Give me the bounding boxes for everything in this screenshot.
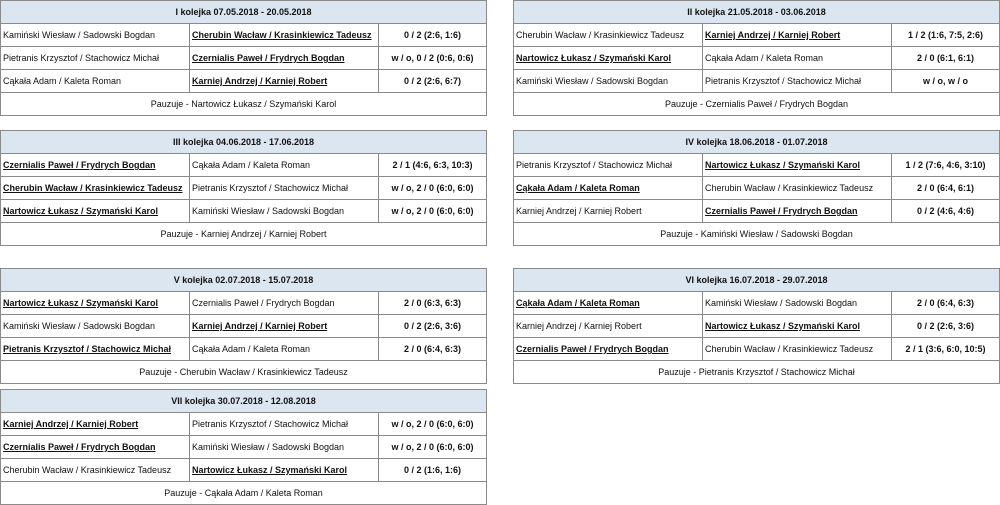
- match-score: 0 / 2 (2:6, 6:7): [403, 76, 462, 86]
- team-b: Karniej Andrzej / Karniej Robert: [190, 70, 379, 92]
- team-b: Kamiński Wiesław / Sadowski Bogdan: [190, 436, 379, 458]
- team-b: Czernialis Paweł / Frydrych Bogdan: [190, 47, 379, 69]
- match-score: 0 / 2 (2:6, 1:6): [403, 30, 462, 40]
- match-score: 2 / 0 (6:3, 6:3): [403, 298, 462, 308]
- team-a: Czernialis Paweł / Frydrych Bogdan: [514, 338, 703, 360]
- match-score: 1 / 2 (1:6, 7:5, 2:6): [907, 30, 984, 40]
- match-row: [1, 338, 486, 361]
- team-b: Cąkała Adam / Kaleta Roman: [190, 154, 379, 176]
- match-score: 2 / 0 (6:1, 6:1): [916, 53, 975, 63]
- match-score: 2 / 1 (4:6, 6:3, 10:3): [392, 160, 473, 170]
- team-b: Pietranis Krzysztof / Stachowicz Michał: [703, 70, 892, 92]
- team-a: Cherubin Wacław / Krasinkiewicz Tadeusz: [1, 459, 190, 481]
- round-title: V kolejka 02.07.2018 - 15.07.2018: [1, 269, 486, 292]
- match-row: [514, 315, 999, 338]
- match-score: 0 / 2 (1:6, 1:6): [403, 465, 462, 475]
- match-row: [514, 338, 999, 361]
- match-score: 0 / 2 (2:6, 3:6): [403, 321, 462, 331]
- pause-note: Pauzuje - Pietranis Krzysztof / Stachowicz Michał: [658, 367, 855, 377]
- match-score: 2 / 1 (3:6, 6:0, 10:5): [905, 344, 986, 354]
- team-b: Karniej Andrzej / Karniej Robert: [703, 24, 892, 46]
- team-a: Nartowicz Łukasz / Szymański Karol: [514, 47, 703, 69]
- team-b: Czernialis Paweł / Frydrych Bogdan: [703, 200, 892, 222]
- round-title: IV kolejka 18.06.2018 - 01.07.2018: [514, 131, 999, 154]
- team-a: Pietranis Krzysztof / Stachowicz Michał: [514, 154, 703, 176]
- team-a: Nartowicz Łukasz / Szymański Karol: [1, 292, 190, 314]
- match-row: [514, 177, 999, 200]
- match-score: w / o, 0 / 2 (0:6, 0:6): [391, 53, 474, 63]
- team-a: Karniej Andrzej / Karniej Robert: [1, 413, 190, 435]
- team-a: Czernialis Paweł / Frydrych Bogdan: [1, 154, 190, 176]
- round-1-table: [0, 0, 487, 116]
- round-5-table: [0, 268, 487, 384]
- team-a: Kamiński Wiesław / Sadowski Bogdan: [1, 24, 190, 46]
- pause-note: Pauzuje - Cąkała Adam / Kaleta Roman: [164, 488, 323, 498]
- match-row: [1, 315, 486, 338]
- team-a: Pietranis Krzysztof / Stachowicz Michał: [1, 338, 190, 360]
- team-b: Pietranis Krzysztof / Stachowicz Michał: [190, 413, 379, 435]
- match-score: 1 / 2 (7:6, 4:6, 3:10): [905, 160, 986, 170]
- team-a: Cherubin Wacław / Krasinkiewicz Tadeusz: [514, 24, 703, 46]
- round-title: II kolejka 21.05.2018 - 03.06.2018: [514, 1, 999, 24]
- team-a: Cherubin Wacław / Krasinkiewicz Tadeusz: [1, 177, 190, 199]
- match-row: [514, 200, 999, 223]
- pause-note: Pauzuje - Cherubin Wacław / Krasinkiewicz Tadeusz: [139, 367, 348, 377]
- match-row: [1, 413, 486, 436]
- pause-note: Pauzuje - Czernialis Paweł / Frydrych Bogdan: [664, 99, 849, 109]
- team-a: Kamiński Wiesław / Sadowski Bogdan: [514, 70, 703, 92]
- round-title: VII kolejka 30.07.2018 - 12.08.2018: [1, 390, 486, 413]
- round-3-table: [0, 130, 487, 246]
- match-score: 2 / 0 (6:4, 6:3): [403, 344, 462, 354]
- match-row: [1, 47, 486, 70]
- match-score: w / o, 2 / 0 (6:0, 6:0): [391, 183, 474, 193]
- round-title: I kolejka 07.05.2018 - 20.05.2018: [1, 1, 486, 24]
- match-score: 0 / 2 (4:6, 4:6): [916, 206, 975, 216]
- team-b: Cherubin Wacław / Krasinkiewicz Tadeusz: [703, 177, 892, 199]
- pause-note: Pauzuje - Nartowicz Łukasz / Szymański Karol: [150, 99, 337, 109]
- team-a: Karniej Andrzej / Karniej Robert: [514, 315, 703, 337]
- match-row: [1, 292, 486, 315]
- team-a: Pietranis Krzysztof / Stachowicz Michał: [1, 47, 190, 69]
- team-b: Cherubin Wacław / Krasinkiewicz Tadeusz: [703, 338, 892, 360]
- match-score: w / o, w / o: [923, 76, 968, 86]
- team-a: Cąkała Adam / Kaleta Roman: [1, 70, 190, 92]
- round-2-table: [513, 0, 1000, 116]
- round-6-table: [513, 268, 1000, 384]
- team-b: Nartowicz Łukasz / Szymański Karol: [703, 315, 892, 337]
- team-a: Cąkała Adam / Kaleta Roman: [514, 177, 703, 199]
- match-score: 2 / 0 (6:4, 6:3): [916, 298, 975, 308]
- match-row: [514, 24, 999, 47]
- team-a: Karniej Andrzej / Karniej Robert: [514, 200, 703, 222]
- match-row: [1, 436, 486, 459]
- team-b: Cąkała Adam / Kaleta Roman: [703, 47, 892, 69]
- team-b: Karniej Andrzej / Karniej Robert: [190, 315, 379, 337]
- match-row: [514, 154, 999, 177]
- team-a: Nartowicz Łukasz / Szymański Karol: [1, 200, 190, 222]
- match-row: [514, 47, 999, 70]
- team-a: Kamiński Wiesław / Sadowski Bogdan: [1, 315, 190, 337]
- match-score: w / o, 2 / 0 (6:0, 6:0): [391, 206, 474, 216]
- match-row: [1, 200, 486, 223]
- round-4-table: [513, 130, 1000, 246]
- match-score: 2 / 0 (6:4, 6:1): [916, 183, 975, 193]
- team-b: Cąkała Adam / Kaleta Roman: [190, 338, 379, 360]
- team-b: Nartowicz Łukasz / Szymański Karol: [703, 154, 892, 176]
- pause-note: Pauzuje - Karniej Andrzej / Karniej Robert: [160, 229, 327, 239]
- team-b: Czernialis Paweł / Frydrych Bogdan: [190, 292, 379, 314]
- round-7-table: [0, 389, 487, 505]
- round-title: VI kolejka 16.07.2018 - 29.07.2018: [514, 269, 999, 292]
- match-row: [514, 70, 999, 93]
- team-a: Czernialis Paweł / Frydrych Bogdan: [1, 436, 190, 458]
- round-title: III kolejka 04.06.2018 - 17.06.2018: [1, 131, 486, 154]
- match-row: [1, 24, 486, 47]
- match-row: [1, 459, 486, 482]
- match-row: [1, 70, 486, 93]
- match-score: 0 / 2 (2:6, 3:6): [916, 321, 975, 331]
- team-b: Pietranis Krzysztof / Stachowicz Michał: [190, 177, 379, 199]
- pause-note: Pauzuje - Kamiński Wiesław / Sadowski Bogdan: [660, 229, 853, 239]
- team-b: Kamiński Wiesław / Sadowski Bogdan: [190, 200, 379, 222]
- match-score: w / o, 2 / 0 (6:0, 6:0): [391, 419, 474, 429]
- match-row: [1, 177, 486, 200]
- team-a: Cąkała Adam / Kaleta Roman: [514, 292, 703, 314]
- match-score: w / o, 2 / 0 (6:0, 6:0): [391, 442, 474, 452]
- team-b: Kamiński Wiesław / Sadowski Bogdan: [703, 292, 892, 314]
- match-row: [1, 154, 486, 177]
- match-row: [514, 292, 999, 315]
- team-b: Nartowicz Łukasz / Szymański Karol: [190, 459, 379, 481]
- team-b: Cherubin Wacław / Krasinkiewicz Tadeusz: [190, 24, 379, 46]
